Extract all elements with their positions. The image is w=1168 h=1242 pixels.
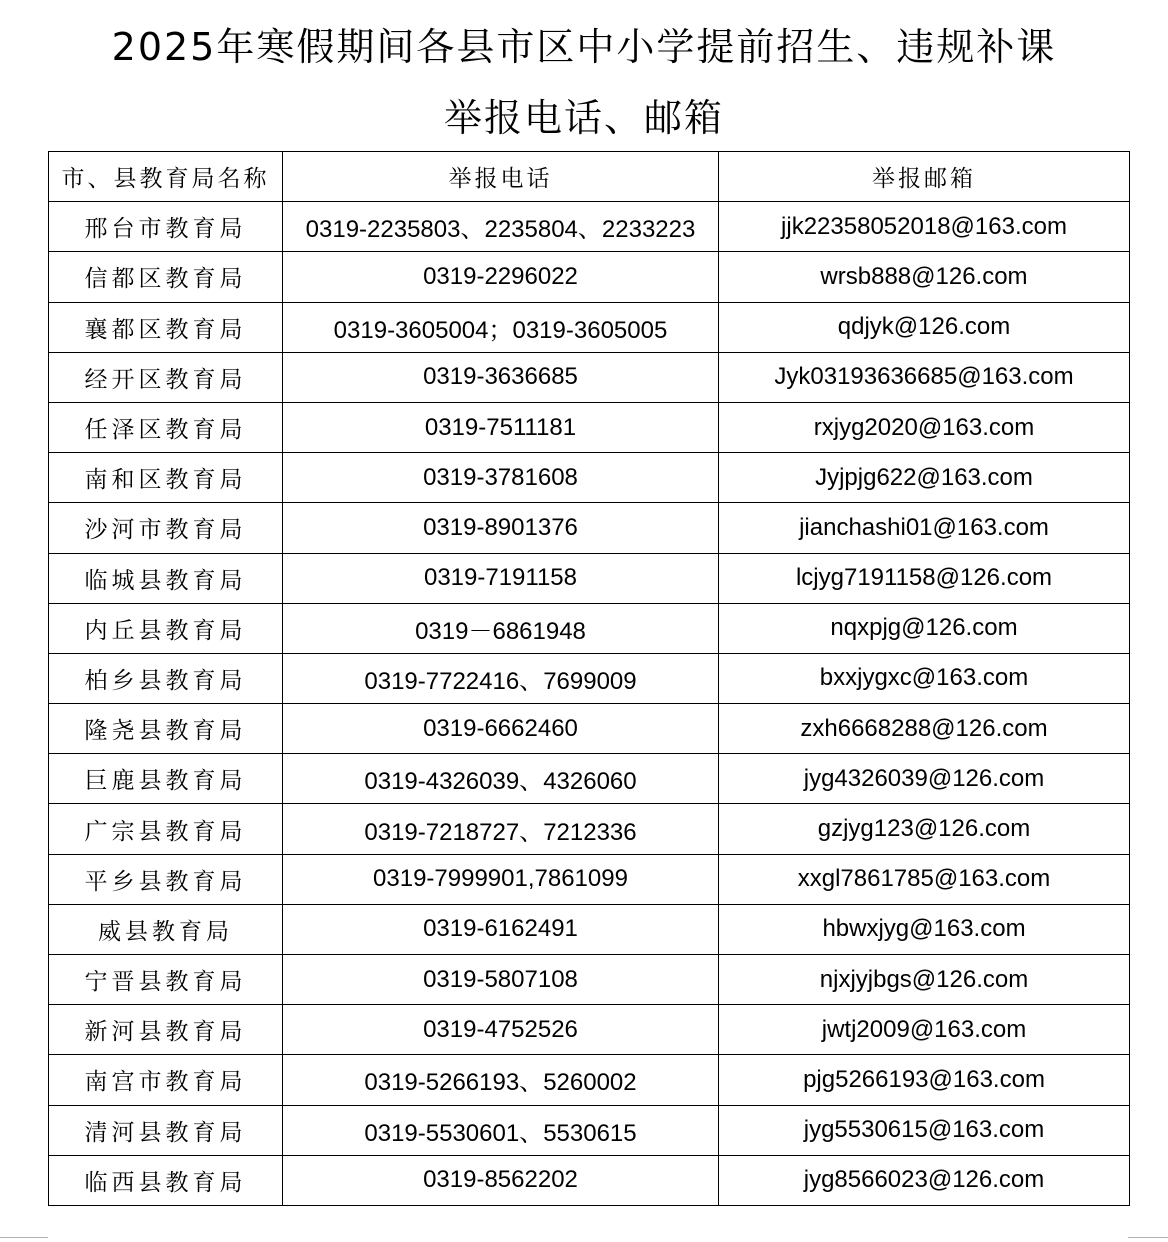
bureau-name-cell: 巨鹿县教育局 xyxy=(49,754,283,804)
bureau-name-cell: 襄都区教育局 xyxy=(49,302,283,352)
report-email-cell: jianchashi01@163.com xyxy=(719,503,1130,553)
bureau-name-cell: 任泽区教育局 xyxy=(49,402,283,452)
report-phone-cell: 0319-2235803、2235804、2233223 xyxy=(283,202,719,252)
page-corner-mark-right xyxy=(1128,1237,1168,1238)
bureau-name-cell: 隆尧县教育局 xyxy=(49,704,283,754)
report-email-cell: bxxjygxc@163.com xyxy=(719,653,1130,703)
bureau-name-cell: 宁晋县教育局 xyxy=(49,955,283,1005)
report-phone-cell: 0319-5266193、5260002 xyxy=(283,1055,719,1105)
header-report-phone: 举报电话 xyxy=(283,152,719,202)
table-row xyxy=(49,704,1130,754)
table-body xyxy=(49,202,1130,1206)
table-row xyxy=(49,754,1130,804)
report-email-cell: jyg8566023@126.com xyxy=(719,1155,1130,1205)
table-row xyxy=(49,1005,1130,1055)
bureau-name-cell: 柏乡县教育局 xyxy=(49,653,283,703)
report-phone-cell: 0319-7191158 xyxy=(283,553,719,603)
report-email-cell: xxgl7861785@163.com xyxy=(719,854,1130,904)
table-row xyxy=(49,955,1130,1005)
report-phone-cell: 0319-7218727、7212336 xyxy=(283,804,719,854)
table-row xyxy=(49,1055,1130,1105)
report-phone-cell: 0319-3636685 xyxy=(283,352,719,402)
table-row xyxy=(49,202,1130,252)
table-row xyxy=(49,302,1130,352)
bureau-name-cell: 邢台市教育局 xyxy=(49,202,283,252)
report-phone-cell: 0319-4326039、4326060 xyxy=(283,754,719,804)
bureau-name-cell: 南和区教育局 xyxy=(49,453,283,503)
bureau-name-cell: 内丘县教育局 xyxy=(49,603,283,653)
bureau-name-cell: 广宗县教育局 xyxy=(49,804,283,854)
table-row xyxy=(49,503,1130,553)
header-report-email: 举报邮箱 xyxy=(719,152,1130,202)
report-phone-cell: 0319-7722416、7699009 xyxy=(283,653,719,703)
bureau-name-cell: 沙河市教育局 xyxy=(49,503,283,553)
bureau-name-cell: 信都区教育局 xyxy=(49,252,283,302)
document-subtitle: 举报电话、邮箱 xyxy=(443,96,724,140)
report-email-cell: jyg4326039@126.com xyxy=(719,754,1130,804)
page-corner-mark-left xyxy=(0,1237,48,1238)
report-phone-cell: 0319-7999901,7861099 xyxy=(283,854,719,904)
table-row xyxy=(49,402,1130,452)
report-phone-cell: 0319-3605004；0319-3605005 xyxy=(283,302,719,352)
table-row xyxy=(49,653,1130,703)
report-email-cell: wrsb888@126.com xyxy=(719,252,1130,302)
report-email-cell: jwtj2009@163.com xyxy=(719,1005,1130,1055)
report-phone-cell: 0319-5807108 xyxy=(283,955,719,1005)
report-email-cell: rxjyg2020@163.com xyxy=(719,402,1130,452)
table-row xyxy=(49,854,1130,904)
table-row xyxy=(49,603,1130,653)
table-row xyxy=(49,1155,1130,1205)
report-email-cell: lcjyg7191158@126.com xyxy=(719,553,1130,603)
bureau-name-cell: 临西县教育局 xyxy=(49,1155,283,1205)
report-email-cell: njxjyjbgs@126.com xyxy=(719,955,1130,1005)
report-email-cell: jyg5530615@163.com xyxy=(719,1105,1130,1155)
bureau-name-cell: 清河县教育局 xyxy=(49,1105,283,1155)
report-email-cell: nqxpjg@126.com xyxy=(719,603,1130,653)
document-title: 2025年寒假期间各县市区中小学提前招生、违规补课 xyxy=(111,25,1057,69)
report-phone-cell: 0319-2296022 xyxy=(283,252,719,302)
report-phone-cell: 0319-4752526 xyxy=(283,1005,719,1055)
table-row xyxy=(49,804,1130,854)
bureau-name-cell: 临城县教育局 xyxy=(49,553,283,603)
report-email-cell: jjk22358052018@163.com xyxy=(719,202,1130,252)
table-header-row xyxy=(49,152,1130,202)
table-row xyxy=(49,453,1130,503)
table-row xyxy=(49,1105,1130,1155)
table-row xyxy=(49,252,1130,302)
report-email-cell: Jyk03193636685@163.com xyxy=(719,352,1130,402)
bureau-name-cell: 威县教育局 xyxy=(49,904,283,954)
bureau-name-cell: 南宫市教育局 xyxy=(49,1055,283,1105)
bureau-name-cell: 新河县教育局 xyxy=(49,1005,283,1055)
report-phone-cell: 0319－6861948 xyxy=(283,603,719,653)
table-row xyxy=(49,352,1130,402)
report-phone-cell: 0319-3781608 xyxy=(283,453,719,503)
bureau-name-cell: 平乡县教育局 xyxy=(49,854,283,904)
report-phone-cell: 0319-5530601、5530615 xyxy=(283,1105,719,1155)
table-row xyxy=(49,904,1130,954)
report-email-cell: gzjyg123@126.com xyxy=(719,804,1130,854)
report-phone-cell: 0319-6162491 xyxy=(283,904,719,954)
report-email-cell: hbwxjyg@163.com xyxy=(719,904,1130,954)
bureau-name-cell: 经开区教育局 xyxy=(49,352,283,402)
report-contacts-table xyxy=(48,151,1130,1206)
report-phone-cell: 0319-6662460 xyxy=(283,704,719,754)
report-phone-cell: 0319-8562202 xyxy=(283,1155,719,1205)
report-email-cell: qdjyk@126.com xyxy=(719,302,1130,352)
report-email-cell: zxh6668288@126.com xyxy=(719,704,1130,754)
report-phone-cell: 0319-8901376 xyxy=(283,503,719,553)
header-bureau-name: 市、县教育局名称 xyxy=(49,152,283,202)
report-email-cell: Jyjpjg622@163.com xyxy=(719,453,1130,503)
table-row xyxy=(49,553,1130,603)
report-phone-cell: 0319-7511181 xyxy=(283,402,719,452)
report-email-cell: pjg5266193@163.com xyxy=(719,1055,1130,1105)
